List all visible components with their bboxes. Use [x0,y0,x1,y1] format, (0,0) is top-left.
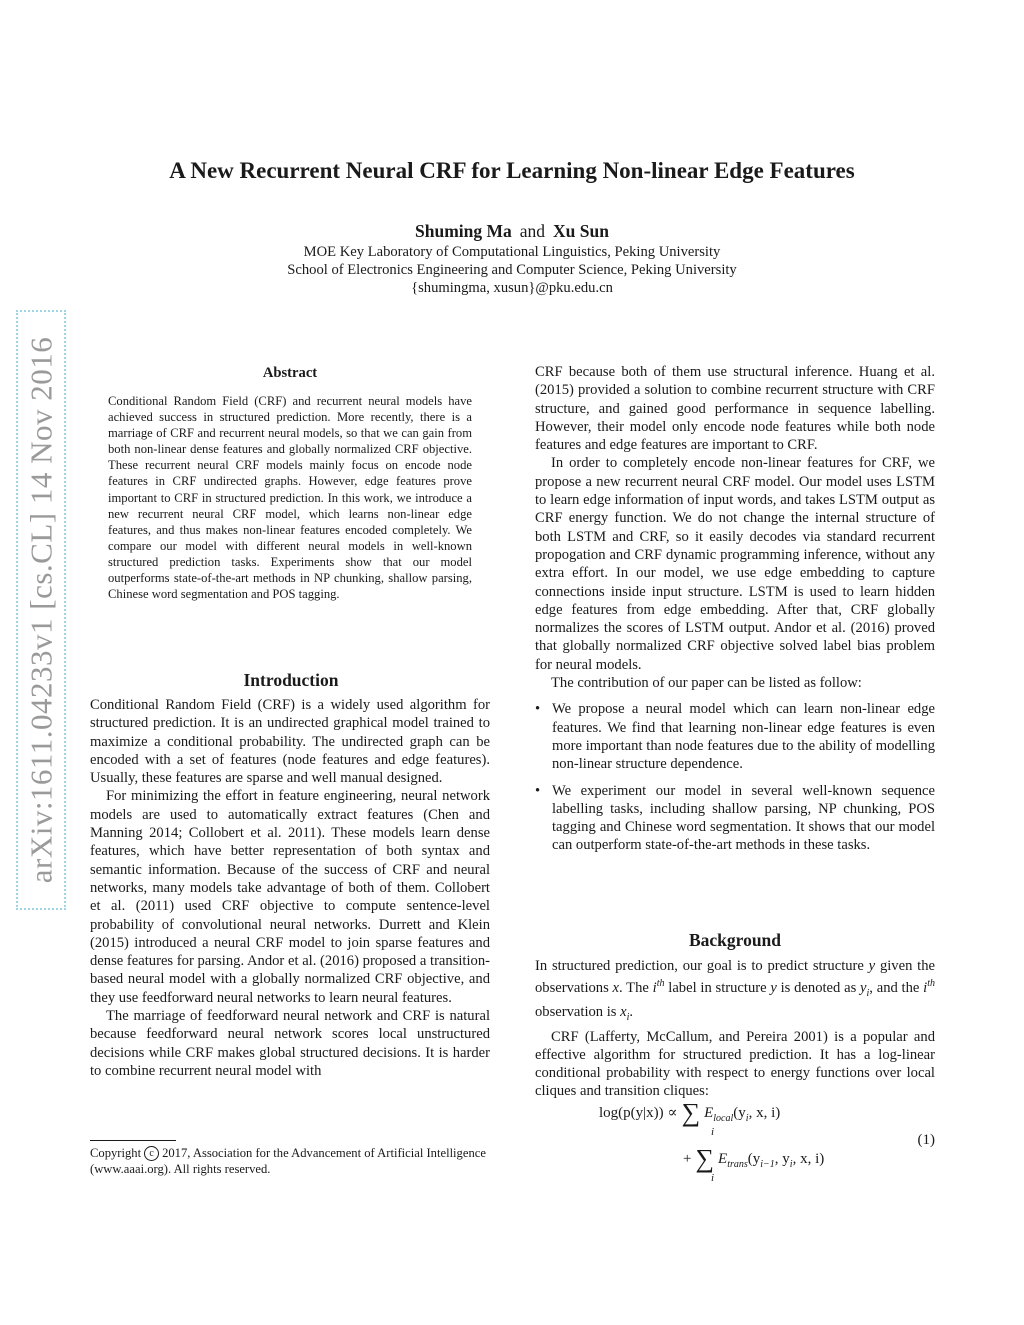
background-heading: Background [688,930,782,950]
sum-index: i [711,1172,715,1184]
author-email: {shumingma, xusun}@pku.edu.cn [411,280,613,296]
equation-line-1: log(p(y|x)) ∝ ∑ $E_{local}(y_i$, x, i) [599,1098,781,1127]
equation-line-2: + ∑ $E_{trans}(y_{i-1}$, $y_i$, x, i) [683,1144,825,1173]
introduction-body [90,696,490,1080]
background-body [535,957,935,1101]
arxiv-id: arXiv:1611.04233v1 [cs.CL] 14 Nov 2016 [23,336,59,884]
abstract-text: Conditional Random Field (CRF) and recurrent neural models have achieved success in structured prediction. More recently, there is a marriage of CRF and recurrent neural models, so that we can gain from both non-linear dense features and globally normalized CRF objective. These recurrent neural CRF models mainly focus on encode node features in CRF undirected graphs. However, edge features prove important to CRF in structured prediction. In this work, we introduce a new recurrent neural CRF model, which learns non-linear edge features, and thus makes non-linear features encoded completely. We compare our model with different neural models in well-known structured prediction tasks. Experiments show that our model outperforms state-of-the-art methods in NP chunking, shallow parsing, Chinese word segmentation and POS tagging. [108,394,472,602]
list-item: • We propose a neural model which can learn non-linear edge features. We find that learning non-linear edge features is even more important than node features due to the ability of modelling non-linear structure dependence. [535,700,935,773]
arxiv-stamp [16,310,66,910]
introduction-heading: Introduction [243,670,339,690]
equation-number: (1) [917,1132,935,1148]
equation-1 [535,1094,935,1186]
right-column [535,363,935,863]
copyright-footnote: Copyright c 2017, Association for the Advancement of Artificial Intelligence (www.aaai.org). All rights reserved. [90,1146,486,1176]
body-paragraph: CRF because both of them use structural inference. Huang et al. (2015) provided a solution to combine recurrent structure with CRF structure, and gained good performance in sequence labelling. However, their model only encode node features while both node features and edge features are important to CRF. [535,364,935,454]
body-paragraph: The contribution of our paper can be listed as follow: [551,675,862,692]
author-1: Shuming Ma [415,221,512,241]
body-paragraph: In order to completely encode non-linear features for CRF, we propose a new recurrent neural CRF model. Our model uses LSTM to learn edge information of input words, and takes LSTM output as CRF energy function. We do not change the internal structure of both LSTM and CRF, so it easily decodes via standard recurrent propogation and CRF dynamic programming inference, without any extra effort. In our model, we use edge embedding to capture connections inside input structure. LSTM is used to learn hidden edge features from edge embedding. After that, CRF globally normalizes the scores of LSTM output. Andor et al. (2016) proved that globally normalized CRF objective solved label bias problem for neural models. [535,455,935,673]
sum-index: i [711,1126,715,1138]
contribution-list [535,700,935,854]
author-conj: and [519,221,546,241]
background-paragraph: In structured prediction, our goal is to predict structure y given the observations x. The $i^{th}$ label in structure y is denoted as $y_i$, and the $i^{th}$ observation is $x_i$. [535,958,936,1024]
paper-title: A New Recurrent Neural CRF for Learning Non-linear Edge Features [169,158,855,183]
author-line [0,221,1024,242]
copyright-symbol: c [144,1146,159,1161]
intro-paragraph: For minimizing the effort in feature engineering, neural network models are used to automatically extract features (Chen and Manning 2014; Collobert et al. 2011). These models learn dense features, which have better representation of both syntax and semantic information. Because of the success of CRF and neural networks, many models take advantage of both of them. Collobert et al. (2011) used CRF objective to compute sentence-level probability of convolutional neural networks. Durrett and Klein (2015) introduced a neural CRF model to join sparse features and dense features for parsing. Andor et al. (2016) proposed a transition-based neural model with a globally normalized CRF objective, and they use feedforward neural networks to learn neural features. [90,788,490,1006]
footnote-rule [90,1140,176,1141]
author-2: Xu Sun [553,221,609,241]
affiliation-2: School of Electronics Engineering and Computer Science, Peking University [287,262,737,278]
intro-paragraph: Conditional Random Field (CRF) is a widely used algorithm for structured prediction. It is an undirected graphical model trained to maximize a conditional probability. The undirected graph can be encoded with a set of features (node features and edge features). Usually, these features are sparse and well manual designed. [90,697,490,787]
affiliation-1: MOE Key Laboratory of Computational Linguistics, Peking University [303,244,721,260]
intro-paragraph: The marriage of feedforward neural network and CRF is natural because feedforward neural network scores local unstructured decisions while CRF makes global structured decisions. It is harder to combine recurrent neural model with [90,1008,490,1079]
abstract-heading: Abstract [262,365,318,381]
list-item: • We experiment our model in several well-known sequence labelling tasks, including shallow parsing, NP chunking, POS tagging and Chinese word segmentation. It shows that our model can outperform state-of-the-art methods in these tasks. [535,782,935,855]
background-paragraph: CRF (Lafferty, McCallum, and Pereira 2001) is a popular and effective algorithm for structured prediction. It has a log-linear conditional probability with respect to energy functions over local cliques and transition cliques: [535,1028,935,1100]
